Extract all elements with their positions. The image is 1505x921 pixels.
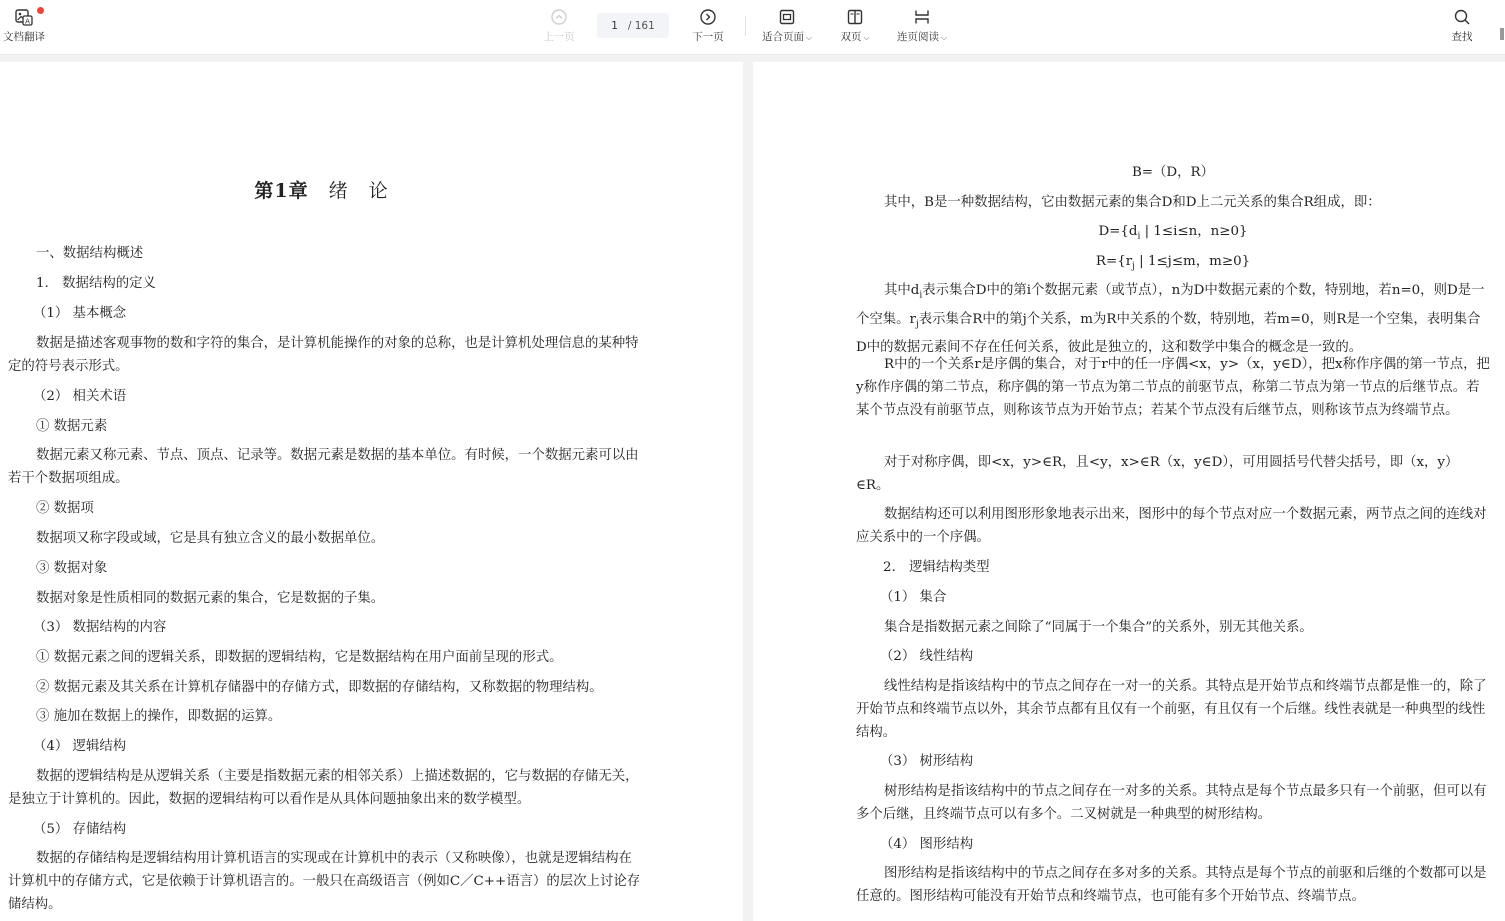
chevron-down-icon: ⌵ xyxy=(863,33,870,42)
double-page-icon xyxy=(846,8,864,26)
next-page-button[interactable] xyxy=(689,8,727,44)
paragraph: 数据元素又称元素、节点、顶点、记录等。数据元素是数据的基本单位。有时候，一个数据元素可以由若干个数据项组成。 xyxy=(8,448,639,486)
notification-dot xyxy=(37,7,44,14)
paragraph: 其中，B是一种数据结构，它由数据元素的集合D和D上二元关系的集合R组成，即： xyxy=(884,195,1381,210)
chevron-down-icon: ⌵ xyxy=(805,33,813,42)
chapter-number: 第1章 xyxy=(254,180,309,202)
paragraph: R中的一个关系r是序偶的集合，对于r中的任一序偶<x，y>（x，y∈D），把x称作序偶的第一节点，把y称作序偶的第二节点，称序偶的第一节点为第二节点的前驱节点，称第二节点为第一节点的后继节点。若某个节点没有前驱节点，则称该节点为开始节点；若某个节点没有后继节点，则称该节点为终端节点。 xyxy=(856,357,1490,418)
find-button[interactable] xyxy=(1447,8,1477,44)
paragraph: 对于对称序偶，即<x，y>∈R，且<y，x>∈R（x，y∈D），可用圆括号代替尖括号，即（x，y）∈R。 xyxy=(856,455,1459,493)
paragraph: 其中$d_i$表示集合D中的第i个数据元素（或节点），n为D中数据元素的个数，特别地，若n=0，则D是一个空集。$r_j$表示集合R中的第j个关系，m为R中关系的个数，特别地，若m=0，则R是一个空集，表明集合D中的数据元素间不存在任何关系，彼此是独立的，这和数学中集合的概念是一致的。 xyxy=(856,283,1485,356)
continuous-read-button[interactable] xyxy=(893,8,951,44)
paragraph: 数据的逻辑结构是从逻辑关系（主要是指数据元素的相邻关系）上描述数据的，它与数据的存储无关，是独立于计算机的。因此，数据的逻辑结构可以看作是从具体问题抽象出来的数学模型。 xyxy=(8,769,639,807)
chapter-title xyxy=(0,176,643,203)
prev-page-button[interactable] xyxy=(540,8,578,44)
subsection-heading: （5） 存储结构 xyxy=(33,822,127,837)
fit-page-icon xyxy=(778,8,796,26)
paragraph: 数据是描述客观事物的数和字符的集合，是计算机能操作的对象的总称，也是计算机处理信息的某种特定的符号表示形式。 xyxy=(8,336,639,374)
page-total: / 161 xyxy=(627,19,655,32)
fit-page-button[interactable] xyxy=(758,8,816,44)
search-icon xyxy=(1453,8,1471,26)
chapter-title-part1: 绪 xyxy=(328,180,349,202)
chevron-down-icon: ⌵ xyxy=(940,33,948,42)
term-heading: ① 数据元素 xyxy=(36,419,108,434)
subsection-heading: （2） 相关术语 xyxy=(33,389,127,404)
paragraph: 树形结构是指该结构中的节点之间存在一对多的关系。其特点是每个节点最多只有一个前驱，但可以有多个后继，且终端节点可以有多个。二叉树就是一种典型的树形结构。 xyxy=(856,784,1487,822)
formula: $D=\{d_i$ | 1≤i≤n，n≥0} xyxy=(1098,224,1248,242)
double-page-label: 双页 xyxy=(840,31,862,43)
subsection-heading: （1） 集合 xyxy=(880,590,947,605)
document-page-left xyxy=(0,62,743,921)
prev-page-label: 上一页 xyxy=(543,31,575,43)
paragraph: 数据项又称字段或域，它是具有独立含义的最小数据单位。 xyxy=(36,531,385,546)
formula: $R=\{r_j$ | 1≤j≤m，m≥0} xyxy=(1095,254,1251,272)
section-heading: 一、数据结构概述 xyxy=(36,246,144,261)
chapter-title-part2: 论 xyxy=(368,180,389,202)
paragraph: 数据的存储结构是逻辑结构用计算机语言的实现或在计算机中的表示（又称映像），也就是逻辑结构在计算机中的存储方式，它是依赖于计算机语言的。一般只在高级语言（例如C／C++语言）的层次上讨论存储结构。 xyxy=(8,851,641,912)
term-heading: ③ 数据对象 xyxy=(36,561,108,576)
double-page-button[interactable] xyxy=(837,8,873,44)
find-label: 查找 xyxy=(1451,31,1473,43)
page-number-box[interactable] xyxy=(597,13,669,38)
paragraph: ① 数据元素之间的逻辑关系，即数据的逻辑结构，它是数据结构在用户面前呈现的形式。 xyxy=(36,650,563,665)
subsection-heading: 2. 逻辑结构类型 xyxy=(883,560,990,575)
paragraph: ③ 施加在数据上的操作，即数据的运算。 xyxy=(36,709,282,724)
arrow-right-circle-icon xyxy=(699,8,717,26)
overflow-icon[interactable] xyxy=(1500,28,1504,40)
fit-page-label: 适合页面 xyxy=(761,31,804,43)
viewer-toolbar xyxy=(0,0,1505,55)
formula: B=（D，R） xyxy=(1131,165,1215,180)
subsection-heading: （4） 逻辑结构 xyxy=(33,739,127,754)
subsection-heading: （2） 线性结构 xyxy=(880,649,974,664)
paragraph: 线性结构是指该结构中的节点之间存在一对一的关系。其特点是开始节点和终端节点都是惟一的，除了开始节点和终端节点以外，其余节点都有且仅有一个前驱，有且仅有一个后继。线性表就是一种典型的线性结构。 xyxy=(856,679,1487,740)
translate-label: 文档翻译 xyxy=(3,31,45,43)
term-heading: ② 数据项 xyxy=(36,501,94,516)
toolbar-divider xyxy=(745,16,746,36)
arrow-up-circle-icon xyxy=(550,8,568,26)
page-current[interactable]: 1 xyxy=(611,19,618,32)
next-page-label: 下一页 xyxy=(692,31,724,43)
translate-icon xyxy=(14,8,34,26)
subsection-heading: （1） 基本概念 xyxy=(33,306,127,321)
svg-text:A: A xyxy=(25,17,30,26)
paragraph: 数据对象是性质相同的数据元素的集合，它是数据的子集。 xyxy=(36,591,385,606)
subsection-heading: （3） 树形结构 xyxy=(880,754,974,769)
subsection-heading: 1. 数据结构的定义 xyxy=(36,276,156,291)
paragraph: 集合是指数据元素之间除了“同属于一个集合”的关系外，别无其他关系。 xyxy=(884,620,1313,635)
subsection-heading: （4） 图形结构 xyxy=(880,837,974,852)
document-page-right xyxy=(753,62,1505,921)
paragraph: 图形结构是指该结构中的节点之间存在多对多的关系。其特点是每个节点的前驱和后继的个数都可以是任意的。图形结构可能没有开始节点和终端节点，也可能有多个开始节点、终端节点。 xyxy=(856,866,1487,904)
paragraph: 数据结构还可以利用图形形象地表示出来，图形中的每个节点对应一个数据元素，两节点之间的连线对应关系中的一个序偶。 xyxy=(856,507,1487,545)
subsection-heading: （3） 数据结构的内容 xyxy=(33,620,167,635)
continuous-read-label: 连页阅读 xyxy=(896,31,939,43)
continuous-scroll-icon xyxy=(913,8,931,26)
paragraph: ② 数据元素及其关系在计算机存储器中的存储方式，即数据的存储结构，又称数据的物理结构。 xyxy=(36,680,603,695)
